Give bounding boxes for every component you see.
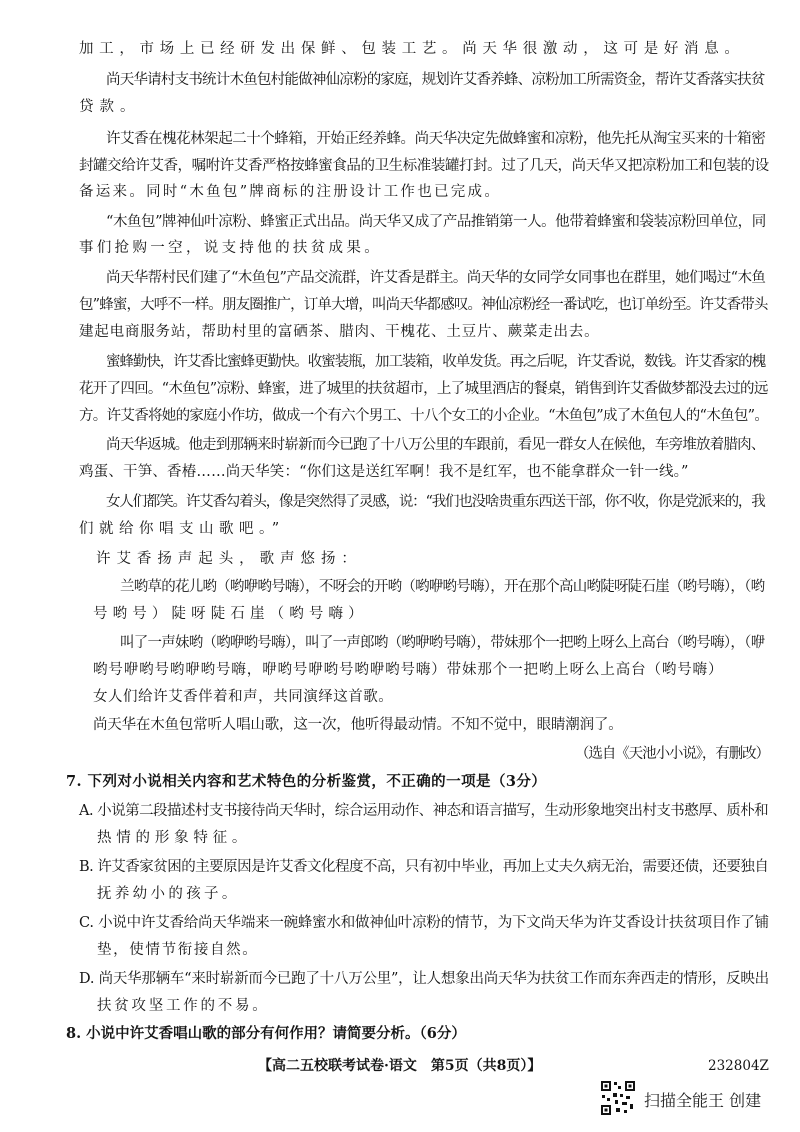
text-line: 女人们给许艾香伴着和声，共同演绎这首歌。 — [93, 689, 394, 705]
option-b: B. 许艾香家贫困的主要原因是许艾香文化程度不高，只有初中毕业，再加上丈夫久病无治，需要还债，还要独自 — [79, 859, 769, 875]
text-line: 备运来。同时“木鱼包”牌商标的注册设计工作也已完成。 — [79, 184, 502, 200]
text-line: 建起电商服务站，帮助村里的富硒茶、腊肉、干槐花、土豆片、蕨菜走出去。 — [79, 324, 600, 340]
text-line: 尚天华返城。他走到那辆来时崭新而今已跑了十八万公里的车跟前，看见一群女人在候他，车旁堆放着腊肉、 — [106, 437, 765, 453]
exam-code: 232804Z — [708, 1058, 769, 1074]
text-line: 女人们都笑。许艾香勾着头，像是突然得了灵感，说：“我们也没啥贵重东西送干部，你不收，你是党派来的，我 — [106, 494, 765, 510]
text-line: 花开了四回。“木鱼包”凉粉、蜂蜜，进了城里的扶贫超市，上了城里酒店的餐桌，销售到许艾香做梦都没去过的远 — [79, 381, 768, 397]
text-line: 贷款。 — [79, 99, 141, 115]
text-line: 蜜蜂勤快，许艾香比蜜蜂更勤快。收蜜装瓶，加工装箱，收单发货。再之后呢，许艾香说，数钱。许艾香家的槐 — [106, 354, 766, 370]
option-c: 垫，使情节衔接自然。 — [97, 942, 259, 958]
text-line: 许艾香扬声起头，歌声悠扬： — [96, 551, 362, 567]
page-footer-title: 【高二五校联考试卷·语文 第5页（共8页）】 — [258, 1058, 542, 1074]
option-a: 热情的形象特征。 — [97, 830, 252, 846]
text-line: 鸡蛋、干笋、香椿……尚天华笑：“你们这是送红军啊！我不是红军，也不能拿群众一针一线。” — [79, 464, 689, 480]
text-line: 们就给你唱支山歌吧。” — [79, 521, 285, 537]
source-citation: （选自《天池小小说》，有删改） — [575, 746, 769, 762]
watermark-text: 扫描全能王 创建 — [644, 1091, 762, 1110]
scanner-watermark — [600, 1080, 800, 1120]
option-b: 抚养幼小的孩子。 — [97, 886, 240, 902]
text-line: 事们抢购一空，说支持他的扶贫成果。 — [79, 240, 383, 256]
text-line: “木鱼包”牌神仙叶凉粉、蜂蜜正式出品。尚天华又成了产品推销第一人。他带着蜂蜜和袋装凉粉回单位，同 — [106, 214, 766, 230]
text-line: 尚天华在木鱼包常听人唱山歌，这一次，他听得最动情。不知不觉中，眼睛潮润了。 — [93, 717, 623, 733]
option-a: A. 小说第二段描述村支书接待尚天华时，综合运用动作、神态和语言描写，生动形象地突出村支书憨厚、质朴和 — [79, 803, 769, 819]
text-line: 号哟号）陡呀陡石崖（哟号嗨） — [93, 606, 368, 622]
option-d: 扶贫攻坚工作的不易。 — [97, 998, 270, 1014]
question-8: 8. 小说中许艾香唱山歌的部分有何作用？请简要分析。（6分） — [66, 1025, 466, 1042]
text-line: 许艾香在槐花林架起二十个蜂箱，开始正经养蜂。尚天华决定先做蜂蜜和凉粉，他先托从淘宝买来的十箱密 — [106, 131, 766, 147]
text-line: 封罐交给许艾香，嘱咐许艾香严格按蜂蜜食品的卫生标准装罐打封。过了几天，尚天华又把凉粉加工和包装的设 — [79, 158, 769, 174]
text-line: 尚天华请村支书统计木鱼包村能做神仙凉粉的家庭，规划许艾香养蜂、凉粉加工所需资金，帮许艾香落实扶贫 — [106, 72, 765, 88]
option-c: C. 小说中许艾香给尚天华端来一碗蜂蜜水和做神仙叶凉粉的情节，为下文尚天华为许艾香设计扶贫项目作了铺 — [79, 915, 769, 931]
question-7: 7. 下列对小说相关内容和艺术特色的分析鉴赏，不正确的一项是（3分） — [66, 773, 547, 790]
text-line: 叫了一声妹哟（哟咿哟号嗨），叫了一声郎哟（哟咿哟号嗨），带妹那个一把哟上呀么上高台（哟号嗨），（咿 — [120, 635, 765, 651]
text-line: 方。许艾香将她的家庭小作坊，做成一个有六个男工、十八个女工的小企业。“木鱼包”成了木鱼包人的“木鱼包”。 — [79, 408, 769, 424]
qr-code-icon — [600, 1080, 636, 1116]
option-d: D. 尚天华那辆车“来时崭新而今已跑了十八万公里”，让人想象出尚天华为扶贫工作而东奔西走的情形，反映出 — [79, 971, 769, 987]
text-line: 兰哟草的花儿哟（哟咿哟号嗨），不呀会的开哟（哟咿哟号嗨），开在那个高山哟陡呀陡石崖（哟号嗨），（哟 — [120, 579, 765, 595]
text-line: 包”蜂蜜，大呼不一样。朋友圈推广，订单大增，叫尚天华都感叹。神仙凉粉经一番试吃，也订单纷至。许艾香带头 — [79, 297, 768, 313]
text-line: 哟号咿哟号哟咿哟号嗨，咿哟号咿哟号哟咿哟号嗨）带妹那个一把哟上呀么上高台（哟号嗨） — [93, 662, 724, 678]
text-line: 加工，市场上已经研发出保鲜、包装工艺。尚天华很激动，这可是好消息。 — [79, 41, 745, 57]
text-line: 尚天华帮村民们建了“木鱼包”产品交流群，许艾香是群主。尚天华的女同学女同事也在群里，她们喝过“木鱼 — [106, 270, 766, 286]
